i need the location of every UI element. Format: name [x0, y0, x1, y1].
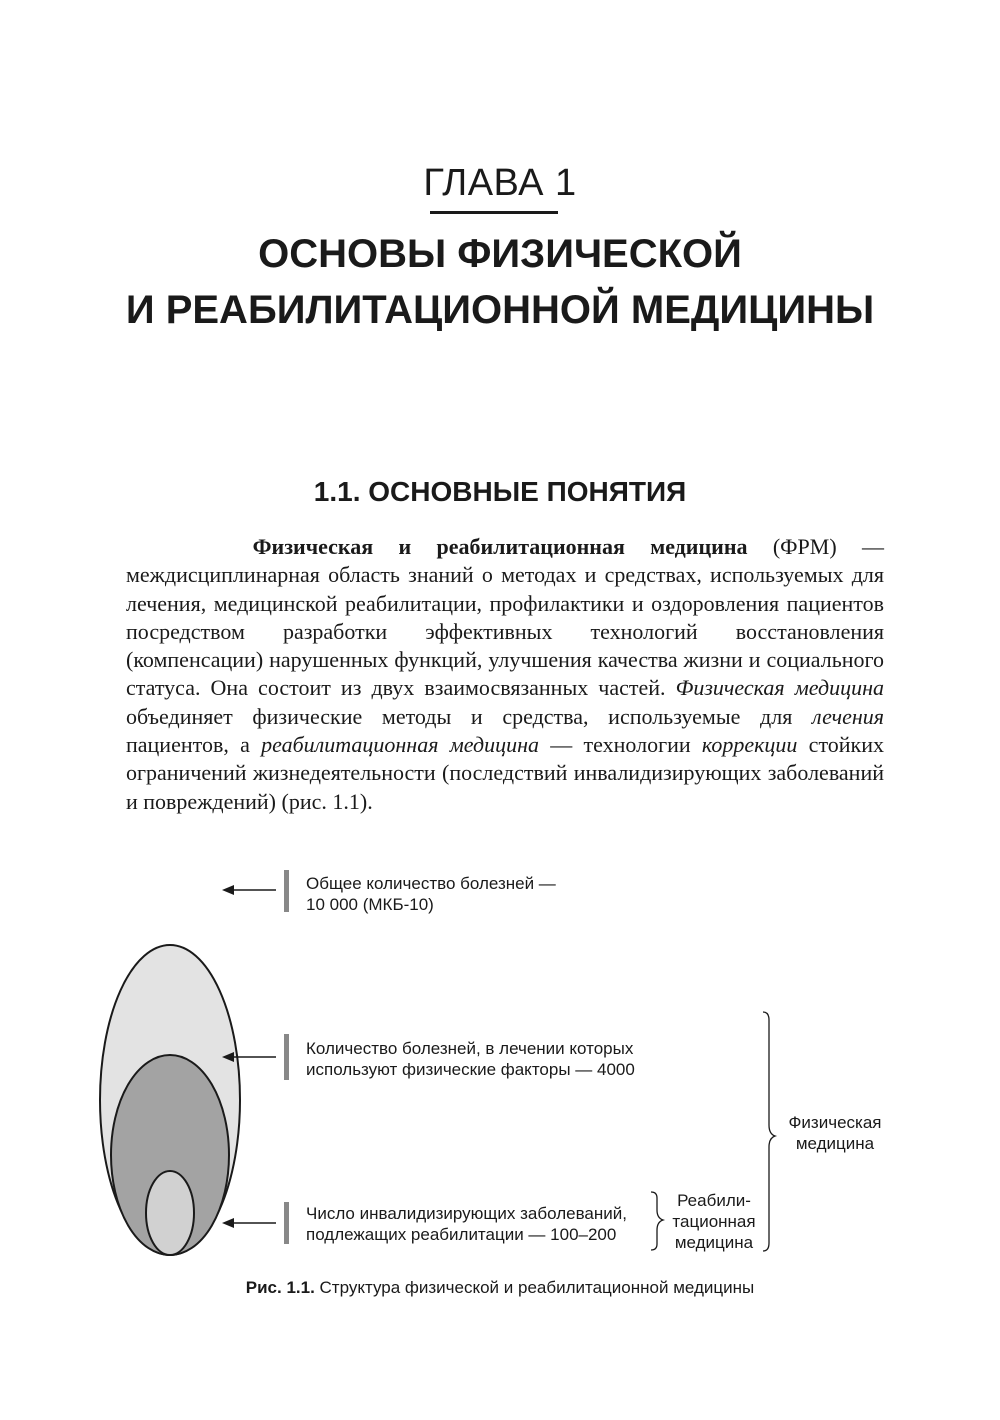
chapter-title [0, 226, 1000, 338]
arrow-outer [222, 885, 276, 895]
brace-physical [763, 1012, 775, 1251]
label-physical-medicine [780, 1112, 890, 1154]
label-physical-line1: Количество болезней, в лечении которых [306, 1039, 634, 1058]
phys-line1: Физическая [788, 1113, 882, 1132]
rehab-line3: медицина [674, 1233, 754, 1252]
rehab-line2: тационная [672, 1212, 756, 1231]
bar-middle [284, 1034, 289, 1080]
brace-rehab [651, 1192, 663, 1250]
chapter-underline [430, 211, 558, 214]
paragraph-part5: стойких ограничений жизнедеятельности (последствий инвалидизирующих заболеваний и повреждений) (рис. 1.1). [126, 732, 884, 814]
label-total-line2: 10 000 (МКБ-10) [306, 895, 434, 914]
term-bold: Физическая и реабилитационная медицина [252, 534, 748, 559]
label-rehab-medicine [664, 1190, 764, 1253]
term-correction: коррекции [701, 732, 798, 758]
arrow-inner [222, 1218, 276, 1228]
caption-text: Структура физической и реабилитационной медицины [314, 1278, 755, 1297]
label-physical-factors [306, 1038, 635, 1080]
figure-caption [0, 1278, 1000, 1298]
label-total-line1: Общее количество болезней — [306, 874, 556, 893]
rehab-line1: Реабили- [677, 1191, 751, 1210]
chapter-label: ГЛАВА 1 [423, 162, 577, 204]
caption-label: Рис. 1.1. [245, 1278, 315, 1297]
chapter-title-line1: ОСНОВЫ ФИЗИЧЕСКОЙ [258, 232, 742, 276]
bar-inner [284, 1202, 289, 1244]
label-disabling-line2: подлежащих реабилитации — 100–200 [306, 1225, 617, 1244]
term-treatment: лечения [811, 703, 884, 729]
body-paragraph [126, 533, 884, 816]
label-disabling-diseases [306, 1203, 627, 1245]
paragraph-part2: объединяет физические методы и средства, используемые для [126, 703, 812, 729]
figure-1-1 [0, 840, 1000, 1270]
term-physical-medicine: Физическая медицина [675, 675, 884, 701]
phys-line2: медицина [795, 1134, 875, 1153]
label-physical-line2: используют физические факторы — 4000 [306, 1060, 635, 1079]
label-total-diseases [306, 873, 556, 915]
paragraph-part3: пациентов, а [126, 732, 262, 758]
paragraph-part4: — технологии [539, 732, 702, 758]
label-disabling-line1: Число инвалидизирующих заболеваний, [306, 1204, 627, 1223]
chapter-title-line2: И РЕАБИЛИТАЦИОННОЙ МЕДИЦИНЫ [125, 288, 875, 332]
term-rehab-medicine: реабилитационная медицина [261, 732, 540, 758]
paragraph-part1: (ФРМ) — междисциплинарная область знаний о методах и средствах, используемых для лечения, медицинской реабилитации, профилактики и оздоровления пациентов посредством разработки эффективных технологий восстановления (компенсации) нарушенных функций, улучшения качества жизни и социального статуса. Она состоит из двух взаимосвязанных частей. [126, 534, 884, 701]
bar-outer [284, 870, 289, 912]
section-title: 1.1. ОСНОВНЫЕ ПОНЯТИЯ [313, 476, 687, 507]
inner-ellipse [146, 1171, 194, 1255]
